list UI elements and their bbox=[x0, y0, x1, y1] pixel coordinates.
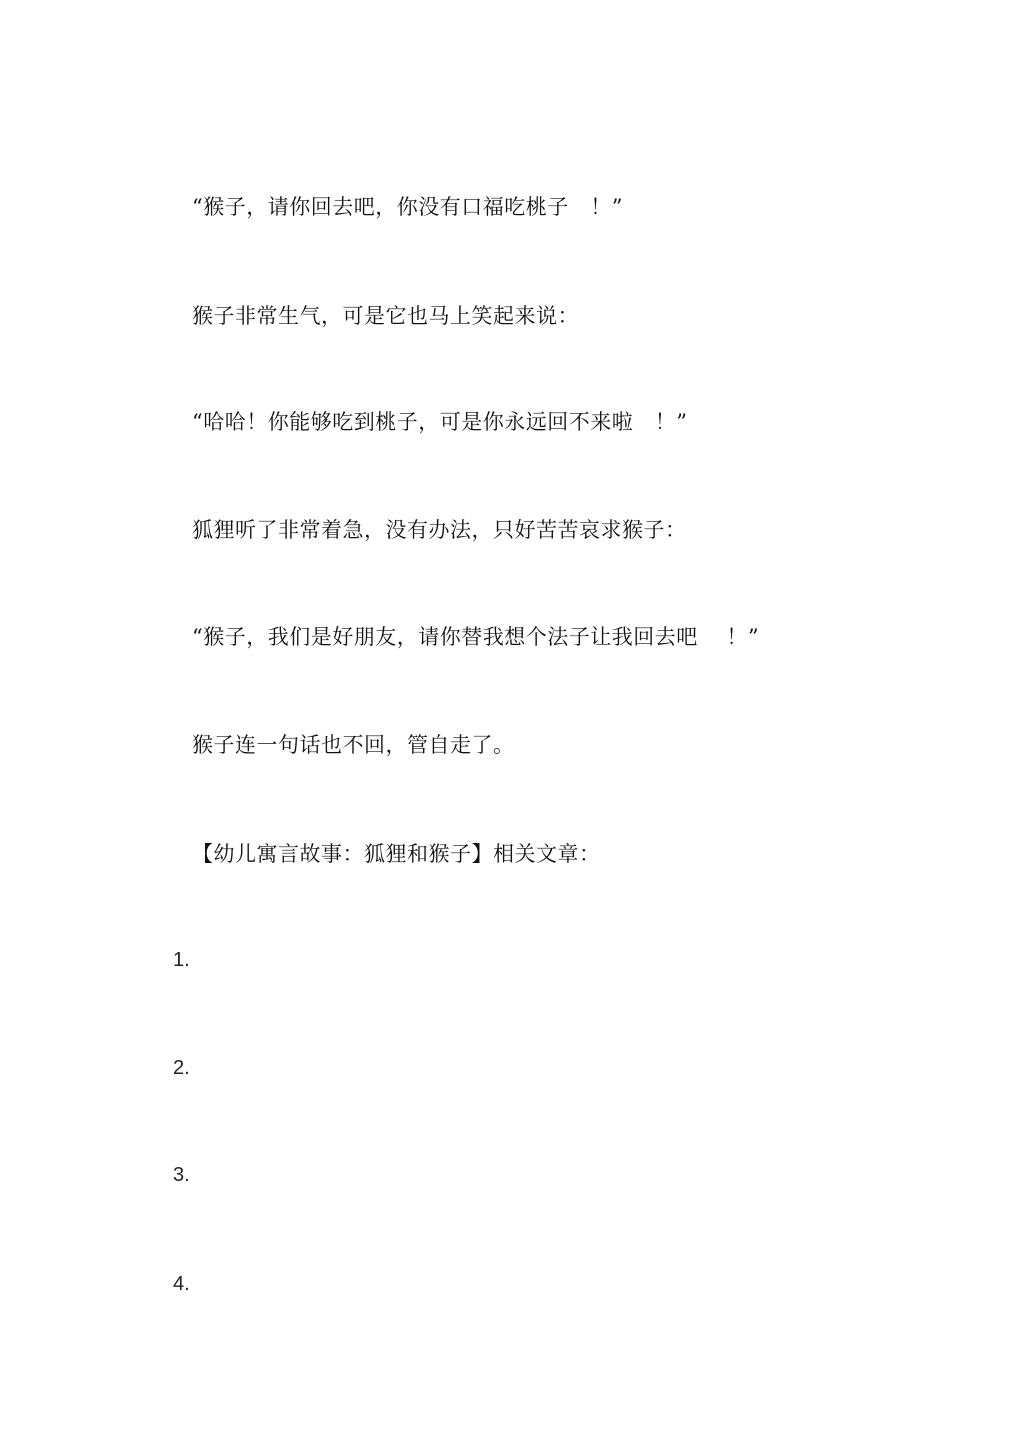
paragraph-fox-pleads: “猴子，我们是好朋友，请你替我想个法子让我回去吧 ！” bbox=[192, 625, 760, 649]
related-list-item-number: 2. bbox=[173, 1057, 190, 1079]
related-list-item-number: 1. bbox=[173, 949, 190, 971]
paragraph-fox-refuses: “猴子，请你回去吧，你没有口福吃桃子 ！” bbox=[192, 195, 623, 219]
paragraph-fox-anxious: 狐狸听了非常着急，没有办法，只好苦苦哀求猴子： bbox=[192, 518, 687, 542]
related-articles-heading: 【幼儿寓言故事：狐狸和猴子】相关文章： bbox=[192, 842, 601, 866]
paragraph-monkey-angry: 猴子非常生气，可是它也马上笑起来说： bbox=[192, 304, 579, 328]
paragraph-monkey-laughs: “哈哈！你能够吃到桃子，可是你永远回不来啦 ！” bbox=[192, 410, 688, 434]
related-list-item-number: 4. bbox=[173, 1273, 190, 1295]
paragraph-monkey-leaves: 猴子连一句话也不回，管自走了。 bbox=[192, 733, 515, 757]
related-list-item-number: 3. bbox=[173, 1164, 190, 1186]
